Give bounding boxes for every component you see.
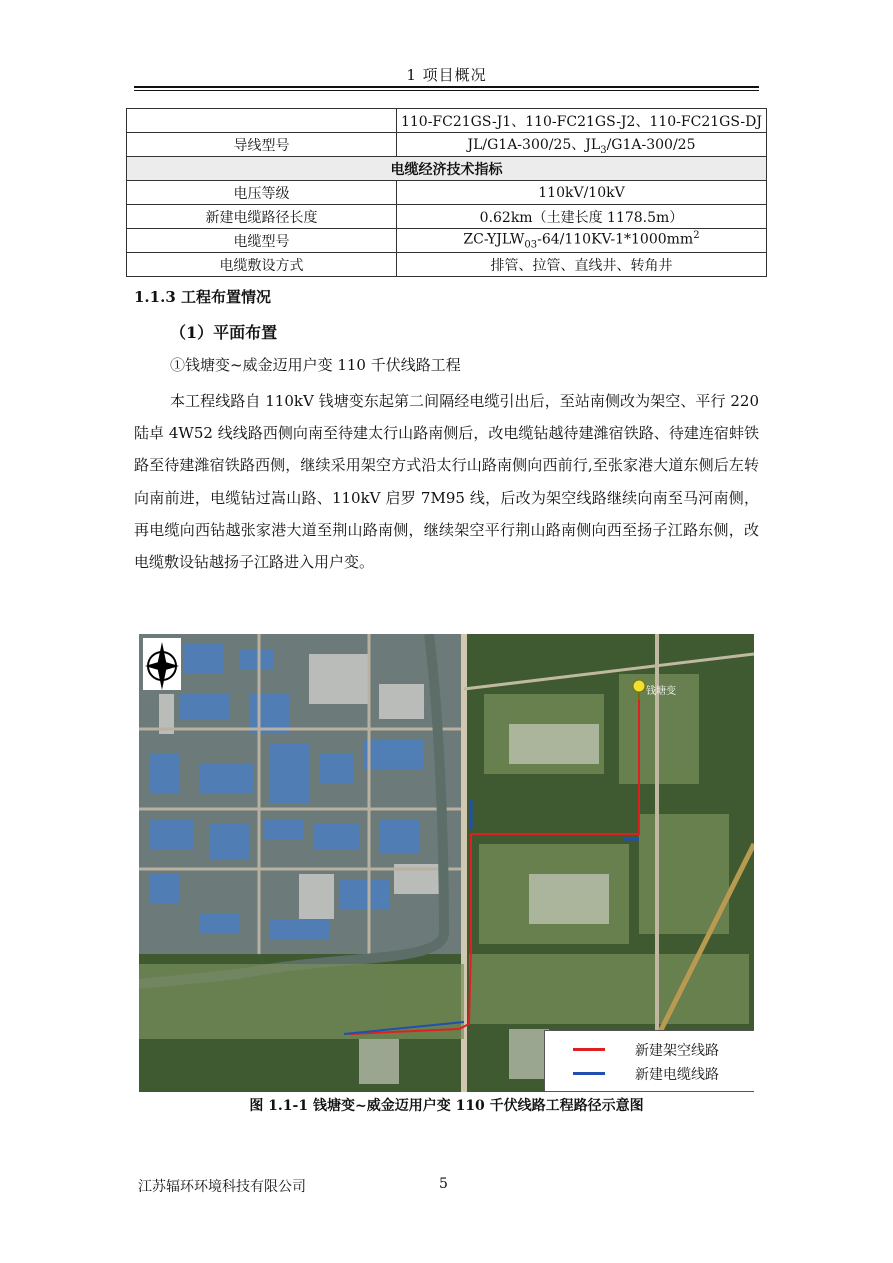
figure-caption: 图 1.1-1 钱塘变~威金迈用户变 110 千伏线路工程路径示意图 xyxy=(249,1098,644,1114)
table-cell-value: JL/G1A-300/25、$JL_3/G1A-300/25$ xyxy=(396,133,766,157)
table-cell-value: 排管、拉管、直线井、转角井 xyxy=(396,253,766,277)
north-arrow-icon xyxy=(143,638,181,690)
table-row xyxy=(127,133,767,157)
footer-page-number: 5 xyxy=(439,1176,448,1192)
body-paragraph: 本工程线路自 110kV 钱塘变东起第二间隔经电缆引出后，至站南侧改为架空、平行 220 陆卓 4W52 线线路西侧向南至待建太行山路南侧后，改电缆钻越待建潍宿铁路、待建连宿蚌铁路至待建潍宿铁路西侧，继续采用架空方式沿太行山路南侧向西前行,至张家港大道东侧后左转向南前进，电缆钻过嵩山路、110kV 启罗 7M95 线，后改为架空线路继续向南至马河南侧，再电缆向西钻越张家港大道至荆山路南侧，继续架空平行荆山路南侧向西至扬子江路东侧，改电缆敷设钻越扬子江路进入用户变。 xyxy=(134,392,759,572)
legend-swatch-overhead xyxy=(573,1048,605,1051)
table-cell-label: 新建电缆路径长度 xyxy=(127,205,397,229)
page-header-title: 1 项目概况 xyxy=(406,66,487,84)
table-row xyxy=(127,181,767,205)
legend-item xyxy=(545,1037,754,1061)
table-cell-value: 0.62km（土建长度 1178.5m） xyxy=(396,205,766,229)
table-cell-label: 电缆敷设方式 xyxy=(127,253,397,277)
table-cell-value: $ZC-YJLW_{03}-64/110KV-1*1000mm^2$ xyxy=(396,229,766,253)
table-row xyxy=(127,205,767,229)
table-cell-label: 电缆型号 xyxy=(127,229,397,253)
table-section-row xyxy=(127,157,767,181)
legend-swatch-cable xyxy=(573,1072,605,1075)
subsection-heading: （1）平面布置 xyxy=(170,323,278,342)
station-label: 钱塘变 xyxy=(646,686,676,697)
legend-item xyxy=(545,1061,754,1085)
header-rule-thick xyxy=(134,86,759,88)
table-cell-label: 导线型号 xyxy=(127,133,397,157)
table-section-title: 电缆经济技术指标 xyxy=(127,157,767,181)
table-row xyxy=(127,229,767,253)
table-cell-label: 电压等级 xyxy=(127,181,397,205)
table-row xyxy=(127,109,767,133)
table-cell-value: 110kV/10kV xyxy=(396,181,766,205)
table-cell-value: 110-FC21GS-J1、110-FC21GS-J2、110-FC21GS-DJ xyxy=(396,109,766,133)
legend-label: 新建电缆线路 xyxy=(635,1067,719,1083)
table-cell-label xyxy=(127,109,397,133)
item-heading: ①钱塘变~威金迈用户变 110 千伏线路工程 xyxy=(170,356,461,374)
satellite-map-image xyxy=(139,634,754,1092)
legend-label: 新建架空线路 xyxy=(635,1043,719,1059)
section-heading: 1.1.3 工程布置情况 xyxy=(134,288,271,306)
spec-table xyxy=(126,108,767,277)
map-legend xyxy=(544,1030,754,1092)
route-map-figure xyxy=(139,634,754,1092)
footer-company: 江苏辐环环境科技有限公司 xyxy=(138,1179,306,1195)
table-row xyxy=(127,253,767,277)
header-rule-thin xyxy=(134,90,759,91)
